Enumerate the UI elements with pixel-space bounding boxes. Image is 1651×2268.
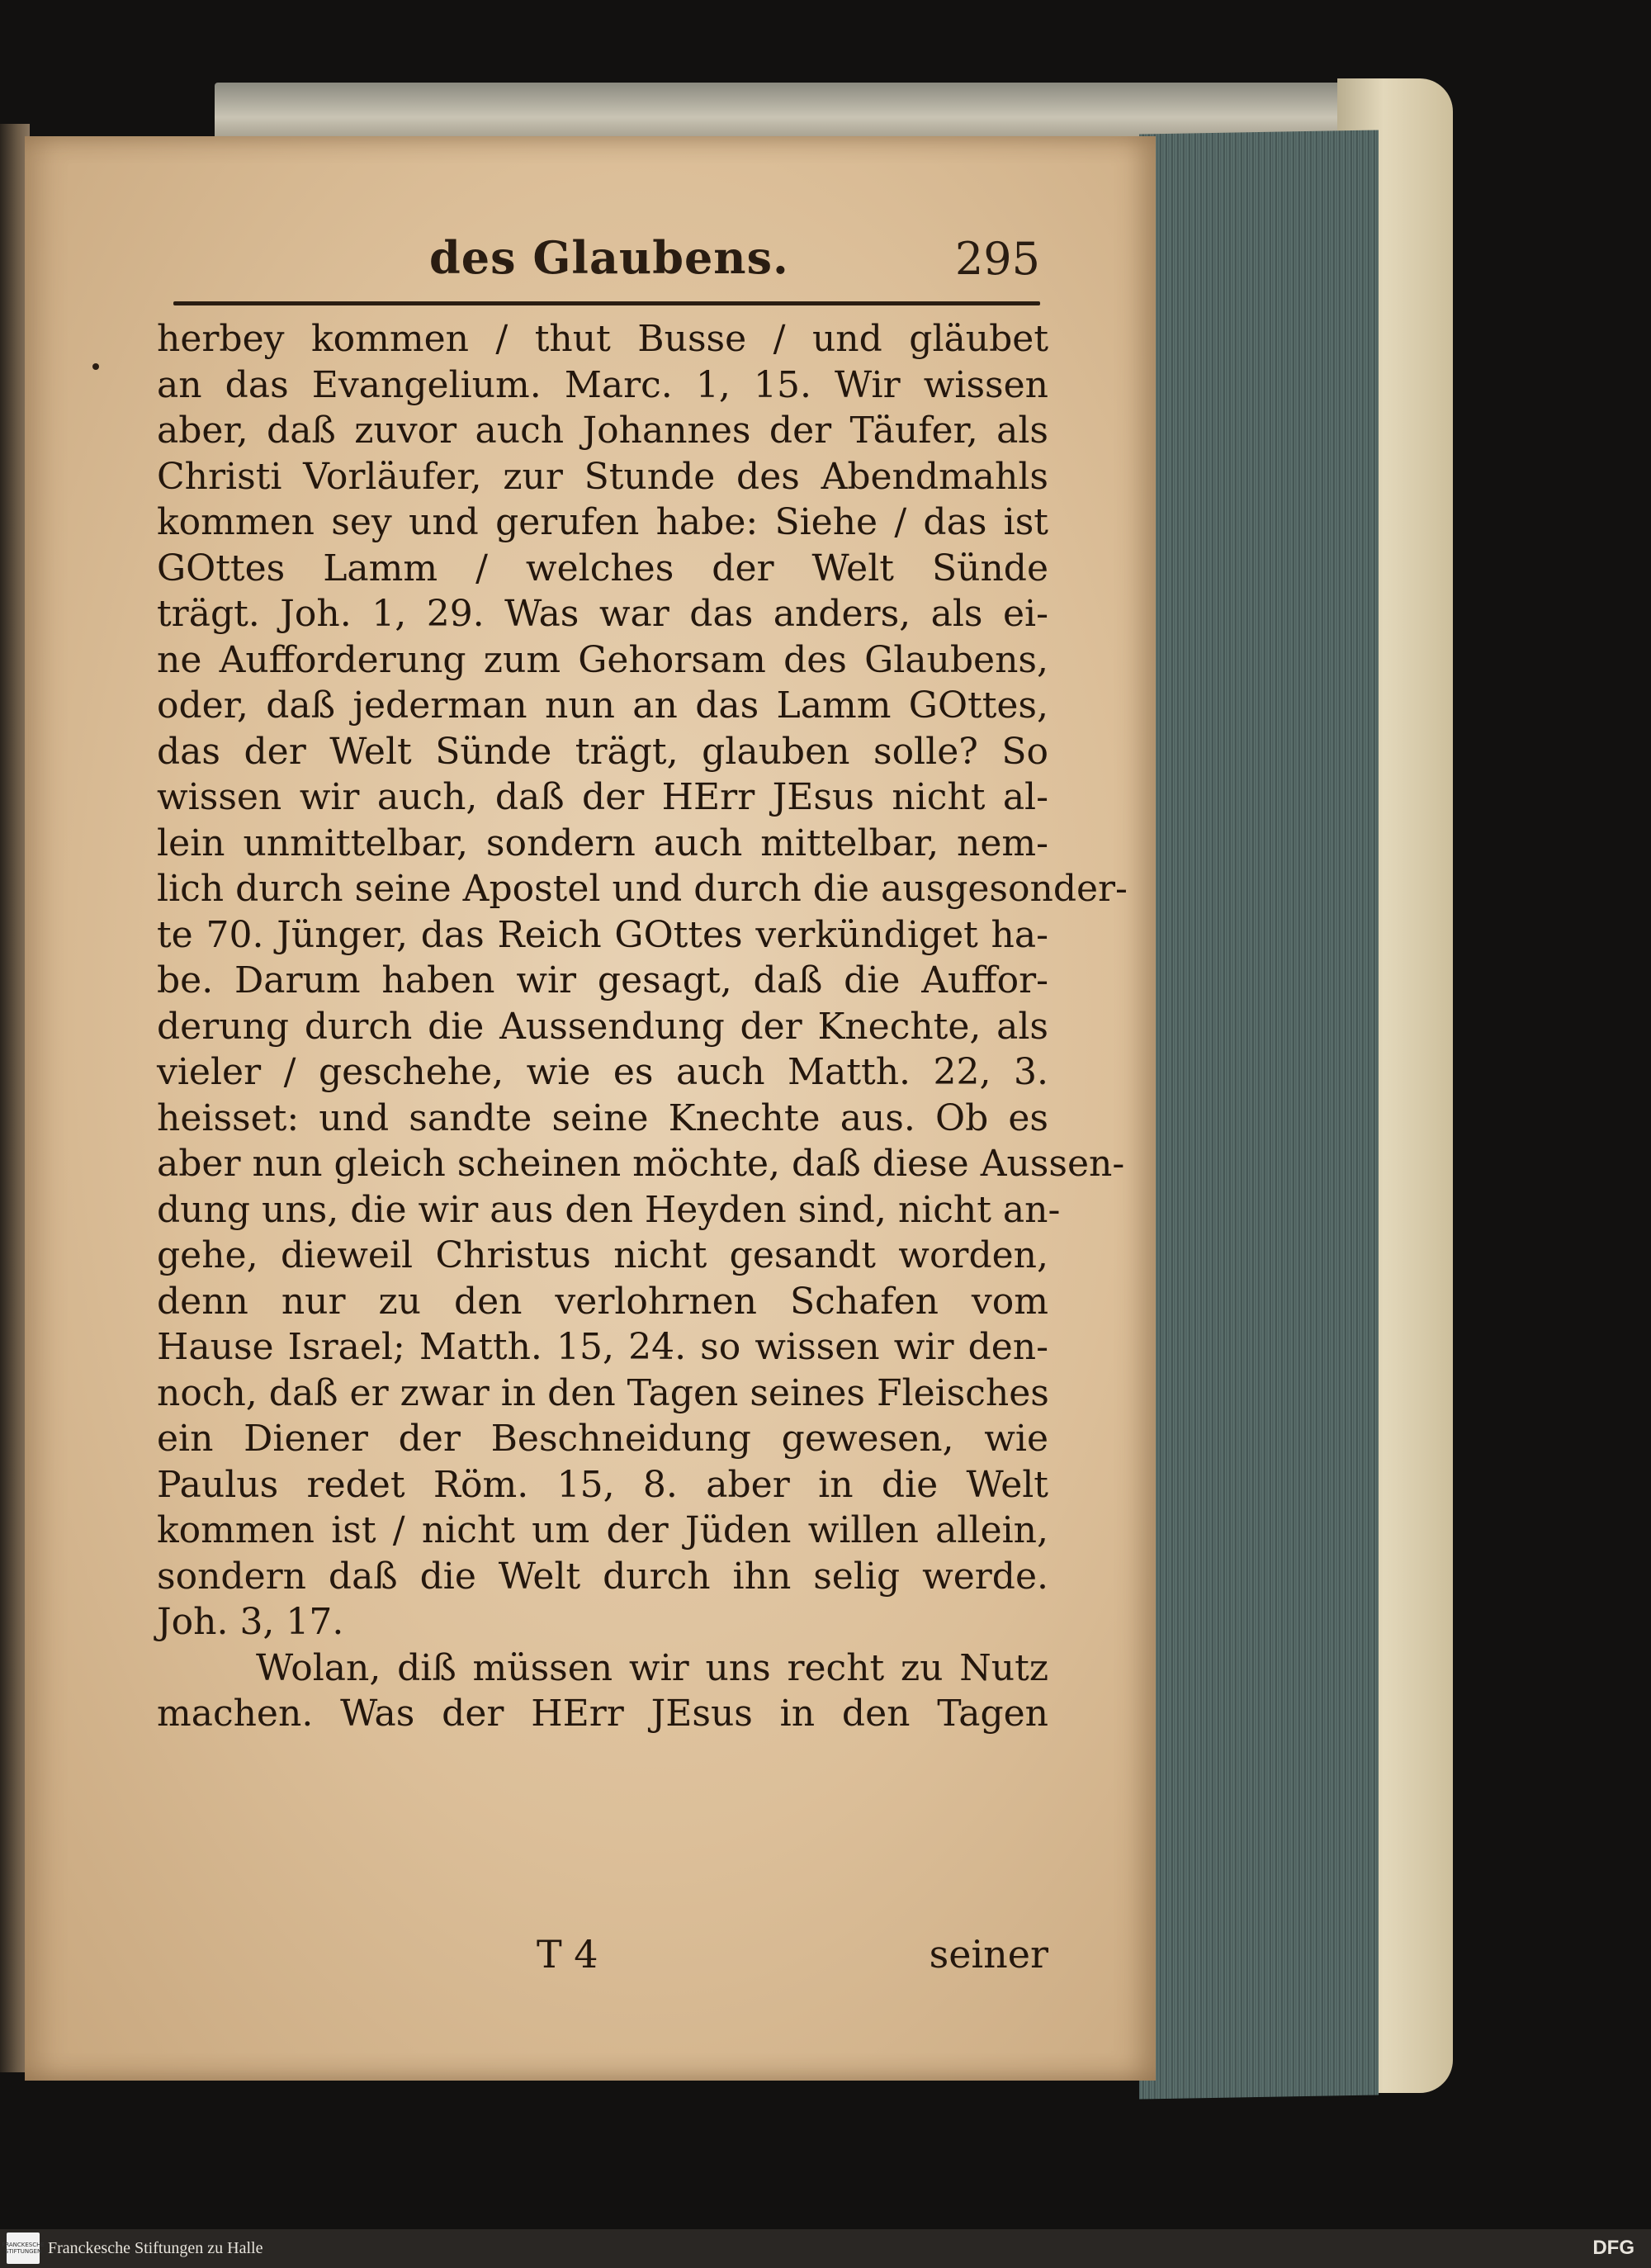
dfg-logo[interactable]: DFG <box>1592 2237 1634 2259</box>
text-line: denn nur zu den verlohrnen Schafen vom <box>157 1280 1048 1323</box>
text-line: te 70. Jünger, das Reich GOttes verkündiget ha- <box>157 913 1048 956</box>
text-line: herbey kommen / thut Busse / und gläubet <box>157 318 1048 360</box>
text-line: trägt. Joh. 1, 29. Was war das anders, als ei- <box>157 593 1048 635</box>
text-line: an das Evangelium. Marc. 1, 15. Wir wissen <box>157 363 1048 406</box>
text-line: Paulus redet Röm. 15, 8. aber in die Welt <box>157 1463 1048 1506</box>
text-line: lein unmittelbar, sondern auch mittelbar, nem- <box>157 821 1048 864</box>
text-line: be. Darum haben wir gesagt, daß die Auffor- <box>157 959 1048 1001</box>
page-footer <box>157 1932 1048 1982</box>
text-line: aber, daß zuvor auch Johannes der Täufer, als <box>157 410 1048 452</box>
text-line: Hause Israel; Matth. 15, 24. so wissen wir den- <box>157 1326 1048 1368</box>
text-line: derung durch die Aussendung der Knechte, als <box>157 1005 1048 1048</box>
running-head: des Glaubens. <box>429 231 789 284</box>
text-line: sondern daß die Welt durch ihn selig werde. <box>157 1555 1048 1598</box>
text-line: ne Aufforderung zum Gehorsam des Glaubens, <box>157 638 1048 681</box>
ink-speck <box>92 363 99 370</box>
page-fore-edge <box>1139 130 1379 2099</box>
header-rule <box>173 301 1040 305</box>
signature-mark: T 4 <box>537 1932 598 1977</box>
text-line: ein Diener der Beschneidung gewesen, wie <box>157 1418 1048 1460</box>
text-line: noch, daß er zwar in den Tagen seines Fleisches <box>157 1371 1049 1414</box>
viewer-footer-bar <box>0 2229 1651 2268</box>
catchword: seiner <box>929 1932 1048 1977</box>
text-line: vieler / geschehe, wie es auch Matth. 22, 3. <box>157 1051 1048 1093</box>
page-number: 295 <box>954 233 1040 285</box>
text-line: aber nun gleich scheinen möchte, daß diese Aussen- <box>157 1143 1125 1185</box>
text-line: Joh. 3, 17. <box>157 1601 344 1643</box>
text-line: heisset: und sandte seine Knechte aus. Ob es <box>157 1096 1048 1139</box>
text-line: lich durch seine Apostel und durch die ausgesonder- <box>157 868 1128 910</box>
text-line: kommen sey und gerufen habe: Siehe / das ist <box>157 501 1048 543</box>
institution-name[interactable]: Franckesche Stiftungen zu Halle <box>48 2239 263 2257</box>
text-line: das der Welt Sünde trägt, glauben solle? So <box>157 730 1048 773</box>
text-line: machen. Was der HErr JEsus in den Tagen <box>157 1693 1048 1735</box>
institution-logo[interactable]: FRANCKESCHE STIFTUNGEN <box>7 2232 40 2264</box>
text-line: oder, daß jederman nun an das Lamm GOttes, <box>157 684 1048 727</box>
text-line: kommen ist / nicht um der Jüden willen allein, <box>157 1509 1048 1551</box>
text-line: Wolan, diß müssen wir uns recht zu Nutz <box>256 1646 1048 1689</box>
text-line: GOttes Lamm / welches der Welt Sünde <box>157 547 1048 589</box>
text-line: gehe, dieweil Christus nicht gesandt worden, <box>157 1234 1048 1276</box>
text-line: dung uns, die wir aus den Heyden sind, nicht an- <box>157 1188 1061 1231</box>
text-line: wissen wir auch, daß der HErr JEsus nicht al- <box>157 776 1048 818</box>
body-text <box>157 316 1128 1737</box>
text-line: Christi Vorläufer, zur Stunde des Abendmahls <box>157 455 1048 498</box>
page-header <box>173 231 1040 285</box>
book-headband <box>215 83 1403 140</box>
book-page <box>25 136 1156 2081</box>
